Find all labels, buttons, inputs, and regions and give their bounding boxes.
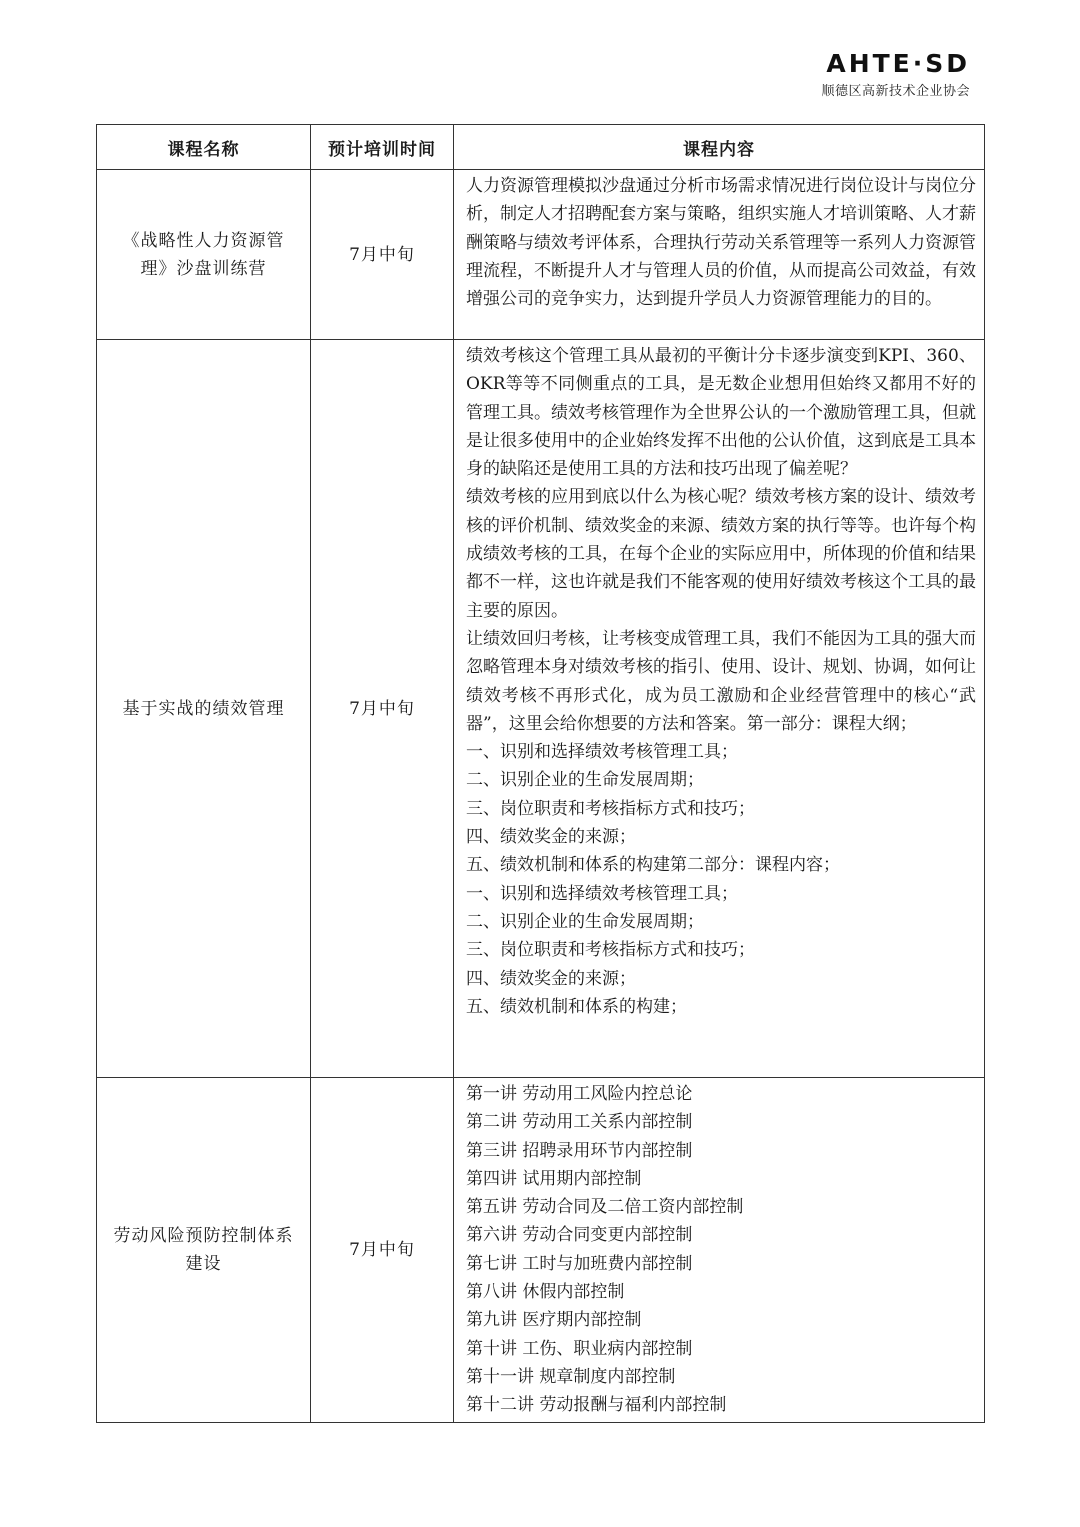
- list-item: 五、绩效机制和体系的构建第二部分：课程内容；: [466, 855, 840, 876]
- list-item: 第九讲 医疗期内部控制: [466, 1310, 642, 1331]
- course-name-cell: 基于实战的绩效管理: [97, 340, 311, 1078]
- list-item: 第十讲 工伤、职业病内部控制: [466, 1338, 693, 1359]
- header-course-content: 课程内容: [454, 125, 985, 170]
- list-item: 第七讲 工时与加班费内部控制: [466, 1253, 693, 1274]
- list-item: 四、绩效奖金的来源；: [466, 968, 636, 989]
- list-item: 四、绩效奖金的来源；: [466, 827, 636, 848]
- training-time-cell: 7月中旬: [311, 1078, 454, 1423]
- training-time-cell: 7月中旬: [311, 170, 454, 340]
- course-content-cell: [454, 340, 985, 1078]
- list-item: 第四讲 试用期内部控制: [466, 1168, 642, 1189]
- table-row: [97, 1078, 985, 1423]
- association-logo: [821, 50, 970, 99]
- table-row: [97, 170, 985, 340]
- list-item: 第二讲 劳动用工关系内部控制: [466, 1112, 693, 1133]
- content-paragraph: 绩效考核的应用到底以什么为核心呢？绩效考核方案的设计、绩效考核的评价机制、绩效奖金的来源、绩效方案的执行等等。也许每个构成绩效考核的工具，在每个企业的实际应用中，所体现的价值和结果都不一样，这也许就是我们不能客观的使用好绩效考核这个工具的最主要的原因。: [466, 487, 976, 621]
- content-paragraph: 让绩效回归考核，让考核变成管理工具，我们不能因为工具的强大而忽略管理本身对绩效考核的指引、使用、设计、规划、协调，如何让绩效考核不再形式化，成为员工激励和企业经营管理中的核心“武器”，这里会给你想要的方法和答案。第一部分：课程大纲；: [466, 628, 976, 734]
- course-content-cell: [454, 1078, 985, 1423]
- list-item: 三、岗位职责和考核指标方式和技巧；: [466, 940, 755, 961]
- list-item: 一、识别和选择绩效考核管理工具；: [466, 742, 738, 763]
- course-content-cell: [454, 170, 985, 340]
- header-training-time: 预计培训时间: [311, 125, 454, 170]
- course-name-cell: 劳动风险预防控制体系建设: [97, 1078, 311, 1423]
- list-item: 三、岗位职责和考核指标方式和技巧；: [466, 798, 755, 819]
- list-item: 第六讲 劳动合同变更内部控制: [466, 1225, 693, 1246]
- list-item: 一、识别和选择绩效考核管理工具；: [466, 883, 738, 904]
- list-item: 第十一讲 规章制度内部控制: [466, 1366, 676, 1387]
- table-header-row: [97, 125, 985, 170]
- content-paragraph: 人力资源管理模拟沙盘通过分析市场需求情况进行岗位设计与岗位分析，制定人才招聘配套方案与策略，组织实施人才培训策略、人才薪酬策略与绩效考评体系，合理执行劳动关系管理等一系列人力资源管理流程，不断提升人才与管理人员的价值，从而提高公司效益，有效增强公司的竞争实力，达到提升学员人力资源管理能力的目的。: [466, 176, 976, 310]
- logo-wordmark: AHTE·SD: [826, 49, 970, 78]
- list-item: 第五讲 劳动合同及二倍工资内部控制: [466, 1197, 744, 1218]
- header-course-name: 课程名称: [97, 125, 311, 170]
- content-paragraph: 绩效考核这个管理工具从最初的平衡计分卡逐步演变到KPI、360、OKR等等不同侧重点的工具，是无数企业想用但始终又都用不好的管理工具。绩效考核管理作为全世界公认的一个激励管理工具，但就是让很多使用中的企业始终发挥不出他的公认价值，这到底是工具本身的缺陷还是使用工具的方法和技巧出现了偏差呢？: [466, 346, 976, 480]
- list-item: 二、识别企业的生命发展周期；: [466, 911, 704, 932]
- course-table: [96, 124, 985, 1423]
- list-item: 二、识别企业的生命发展周期；: [466, 770, 704, 791]
- training-time-cell: 7月中旬: [311, 340, 454, 1078]
- list-item: 第十二讲 劳动报酬与福利内部控制: [466, 1395, 727, 1416]
- list-item: 第一讲 劳动用工风险内控总论: [466, 1084, 693, 1104]
- logo-subtitle: 顺德区高新技术企业协会: [821, 84, 970, 99]
- course-name-cell: 《战略性人力资源管理》沙盘训练营: [97, 170, 311, 340]
- table-row: [97, 340, 985, 1078]
- list-item: 第八讲 休假内部控制: [466, 1282, 625, 1303]
- list-item: 第三讲 招聘录用环节内部控制: [466, 1140, 693, 1161]
- list-item: 五、绩效机制和体系的构建；: [466, 996, 687, 1017]
